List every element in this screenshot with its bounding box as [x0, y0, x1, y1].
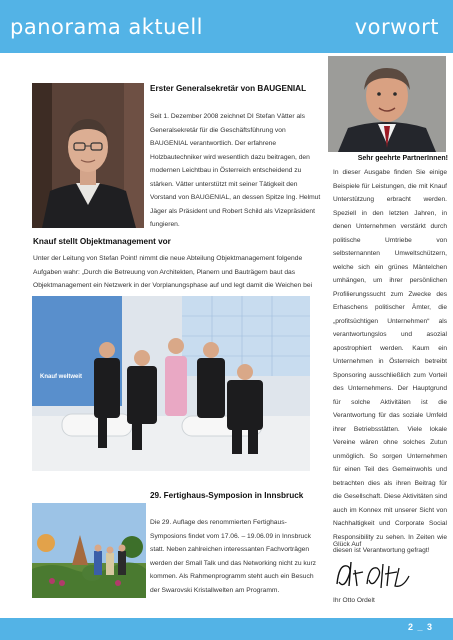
handwritten-signature: [333, 556, 413, 594]
page-numbers: 2 _ 3: [407, 622, 433, 632]
vorwort-greeting: Glück Auf: [333, 541, 362, 548]
article-body-objektmanagement: Unter der Leitung von Stefan Point! nimmt die neue Abteilung Objektmanagement folgende Aufgaben wahr: „Durch die Betreuung von Architekten, Planern und Bauträgern baut das Objektmanagement ein Netzwerk in der Vorplanungsphase auf und legt damit die Weichen bei: [33, 255, 313, 289]
section-title-vorwort: vorwort: [354, 15, 439, 39]
article-title-objektmanagement: Knauf stellt Objektmanagement vor: [33, 237, 171, 246]
vorwort-body: In dieser Ausgabe finden Sie einige Beispiele für Leistungen, die mit Knauf Unterstützung erbracht werden. Speziell in den letzten Jahren, in denen Unternehmen verstärkt durch politische Umtriebe von selbsternannten Umweltschützern, welche sich ein grünes Mäntelchen umhängen, um ihrer persönlichen Profilierungssucht zum Zwecke des Erhaschens politischer Ämter, die „profitsüchtigen Unternehmen“ als verantwortungslos und asozial apostrophiert werden. Kaum ein Unternehmen in Österreich betreibt Sponsoring ausschließlich zum Vorteil des Unternehmens. Der Hauptgrund für solche Aktivitäten ist die Verantwortung für das soziale Umfeld ihrer Betriebsstätten. Viele lokale Vereine wären ohne solches Zutun unmöglich. So sorgen Unternehmen für einen Teil des Gemeinwohls und betrachten dies als ihren Beitrag für die Gesellschaft. Diese Aktivitäten sind auch im Konnex mit unserer Sicht von Nachhaltigkeit und Corporate Social Responsibility zu sehen. In Zeiten wie diesen ist Verantwortung gefragt!: [333, 169, 447, 554]
vorwort-salutation: Sehr geehrte PartnerInnen!: [357, 155, 448, 162]
article-title-generalsekretaer: Erster Generalsekretär von BAUGENIAL: [150, 84, 307, 93]
portrait-photo-stefan-vaetter: [32, 83, 144, 228]
article-body-generalsekretaer: Seit 1. Dezember 2008 zeichnet DI Stefan Vätter als Generalsekretär für die Geschäftsführung von BAUGENIAL verantwortlich. Der erfahrene Holzbautechniker wird wesentlich dazu beitragen, den modernen Leichtbau in Österreich entscheidend zu stärken. Vätter unterstützt mit seiner Tätigkeit den Vorstand von BAUGENIAL, an dessen Spitze Ing. Helmut Jäger als Präsident und Robert Schild als Vizepräsident fungieren.: [150, 113, 321, 228]
group-photo-knauf-team: [32, 296, 310, 471]
vorwort-signer: Ihr Otto Ordelt: [333, 597, 375, 604]
section-title: panorama aktuell: [10, 15, 204, 39]
article-body-fertighaus-symposion: Die 29. Auflage des renommierten Fertighaus-Symposions findet vom 17.06. – 19.06.09 in Innsbruck statt. Neben zahlreichen interessanten Fachvorträgen werden der Small Talk und das Networking nicht zu kurz kommen. Als Rahmenprogramm steht auch ein Besuch der Swarovski Kristallwelten am Programm.: [150, 519, 317, 594]
portrait-photo-otto-ordelt: [328, 56, 446, 152]
article-title-fertighaus-symposion: 29. Fertighaus-Symposion in Innsbruck: [150, 491, 304, 500]
knauf-weltweit-sign: Knauf weltweit: [40, 374, 83, 380]
photo-swarovski-kristallwelten: [32, 503, 146, 598]
footer-bar: [0, 618, 453, 640]
